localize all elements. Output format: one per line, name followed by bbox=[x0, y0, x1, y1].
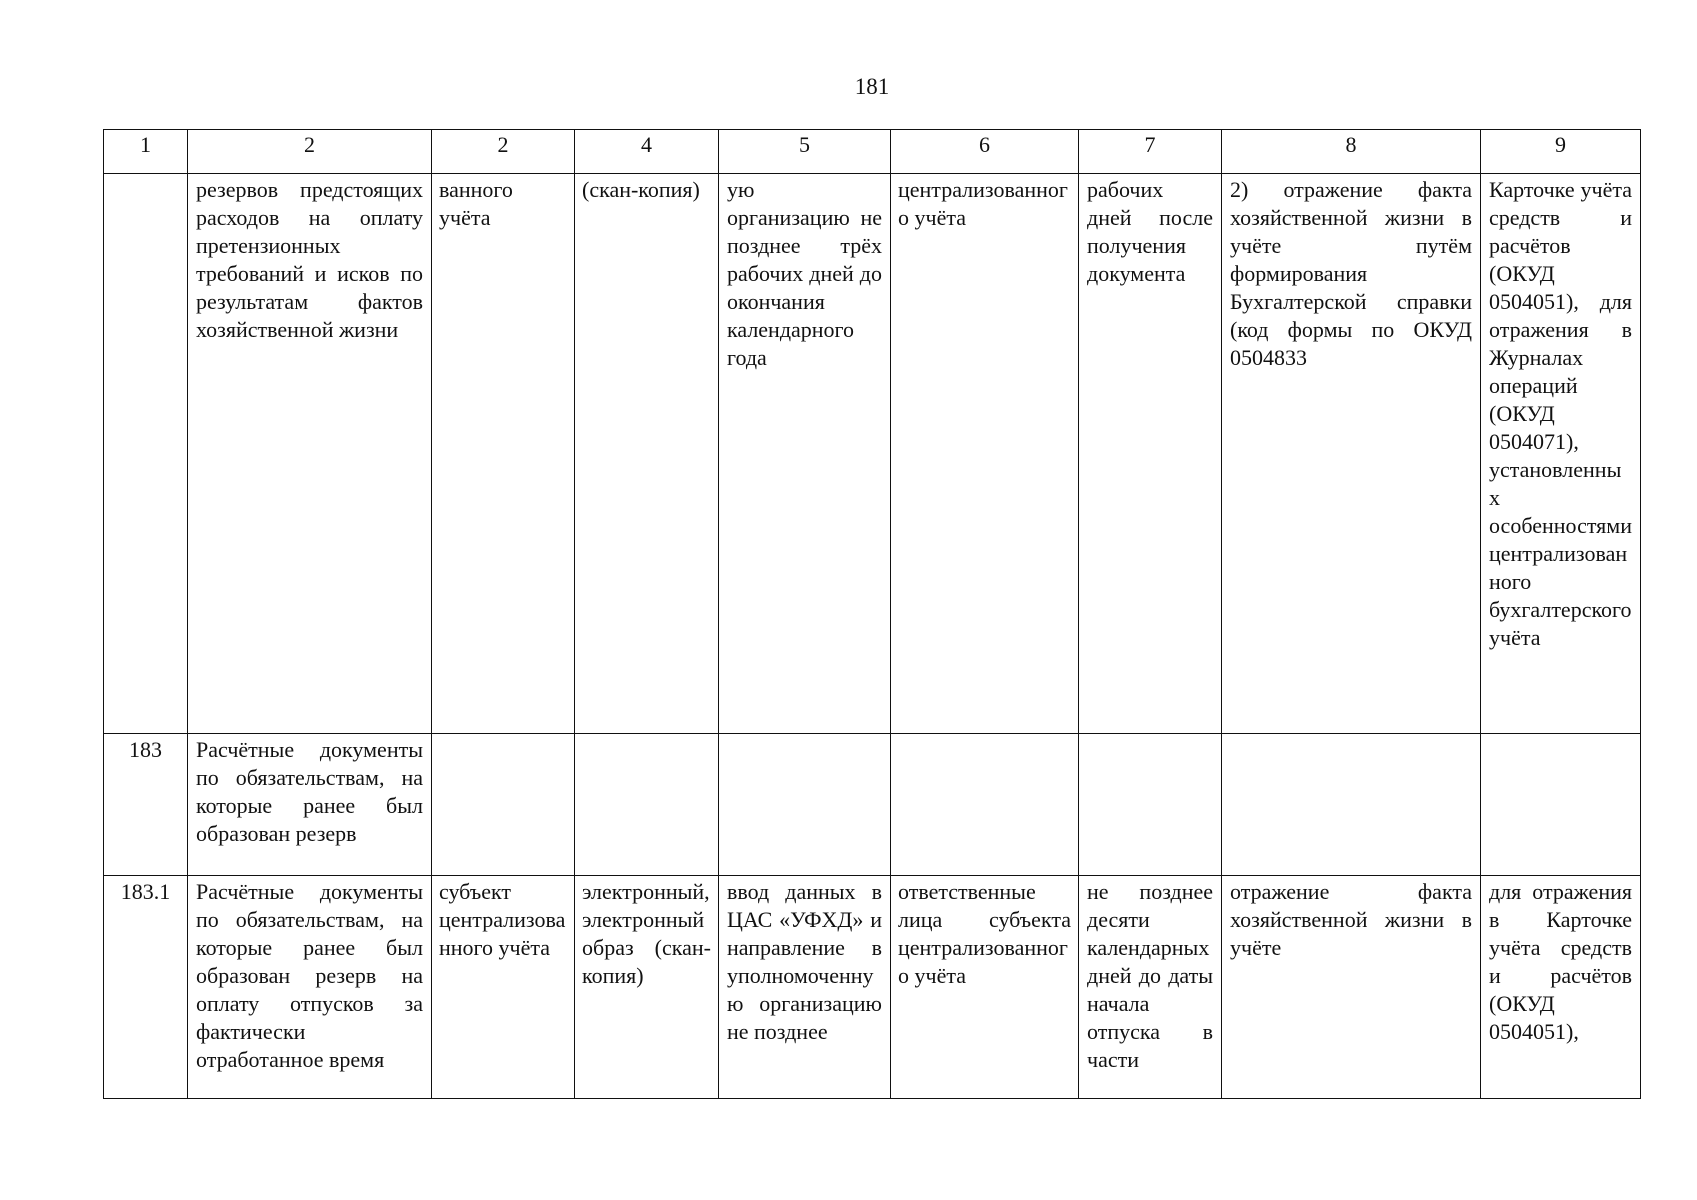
header-cell: 6 bbox=[891, 130, 1079, 174]
document-form-cell: электронный, электронный образ (скан-копия) bbox=[575, 876, 719, 1099]
header-cell: 2 bbox=[188, 130, 432, 174]
header-cell: 7 bbox=[1079, 130, 1222, 174]
table-row bbox=[104, 174, 1641, 734]
responsible-persons-cell: централизованного учёта bbox=[891, 174, 1079, 734]
accounting-action-cell: отражение факта хозяйственной жизни в учёте bbox=[1222, 876, 1481, 1099]
register-cell: для отражения в Карточке учёта средств и расчётов (ОКУД 0504051), bbox=[1481, 876, 1641, 1099]
table-row bbox=[104, 876, 1641, 1099]
deadline-cell: не позднее десяти календарных дней до даты начала отпуска в части bbox=[1079, 876, 1222, 1099]
submission-method-cell: ую организацию не позднее трёх рабочих дней до окончания календарного года bbox=[719, 174, 891, 734]
responsible-subject-cell: ванного учёта bbox=[432, 174, 575, 734]
responsible-subject-cell bbox=[432, 734, 575, 876]
accounting-action-cell: 2) отражение факта хозяйственной жизни в учёте путём формирования Бухгалтерской справки (код формы по ОКУД 0504833 bbox=[1222, 174, 1481, 734]
header-cell: 5 bbox=[719, 130, 891, 174]
register-cell: Карточке учёта средств и расчётов (ОКУД 0504051), для отражения в Журналах операций (ОКУД 0504071), установленных особенностями централизованного бухгалтерского учёта bbox=[1481, 174, 1641, 734]
responsible-persons-cell: ответственные лица субъекта централизованного учёта bbox=[891, 876, 1079, 1099]
document-form-cell: (скан-копия) bbox=[575, 174, 719, 734]
table-header-row bbox=[104, 130, 1641, 174]
responsible-persons-cell bbox=[891, 734, 1079, 876]
document-name-cell: резервов предстоящих расходов на оплату претензионных требований и исков по результатам фактов хозяйственной жизни bbox=[188, 174, 432, 734]
header-cell: 1 bbox=[104, 130, 188, 174]
responsible-subject-cell: субъект централизованного учёта bbox=[432, 876, 575, 1099]
row-number-cell bbox=[104, 174, 188, 734]
document-name-cell: Расчётные документы по обязательствам, на которые ранее был образован резерв на оплату отпусков за фактически отработанное время bbox=[188, 876, 432, 1099]
document-table bbox=[103, 129, 1641, 1099]
page-number: 181 bbox=[854, 74, 890, 99]
row-number-cell: 183 bbox=[104, 734, 188, 876]
table-row bbox=[104, 734, 1641, 876]
register-cell bbox=[1481, 734, 1641, 876]
document-name-cell: Расчётные документы по обязательствам, на которые ранее был образован резерв bbox=[188, 734, 432, 876]
submission-method-cell bbox=[719, 734, 891, 876]
header-cell: 4 bbox=[575, 130, 719, 174]
header-cell: 9 bbox=[1481, 130, 1641, 174]
deadline-cell: рабочих дней после получения документа bbox=[1079, 174, 1222, 734]
document-form-cell bbox=[575, 734, 719, 876]
submission-method-cell: ввод данных в ЦАС «УФХД» и направление в уполномоченную организацию не позднее bbox=[719, 876, 891, 1099]
row-number-cell: 183.1 bbox=[104, 876, 188, 1099]
accounting-action-cell bbox=[1222, 734, 1481, 876]
header-cell: 8 bbox=[1222, 130, 1481, 174]
deadline-cell bbox=[1079, 734, 1222, 876]
header-cell: 2 bbox=[432, 130, 575, 174]
